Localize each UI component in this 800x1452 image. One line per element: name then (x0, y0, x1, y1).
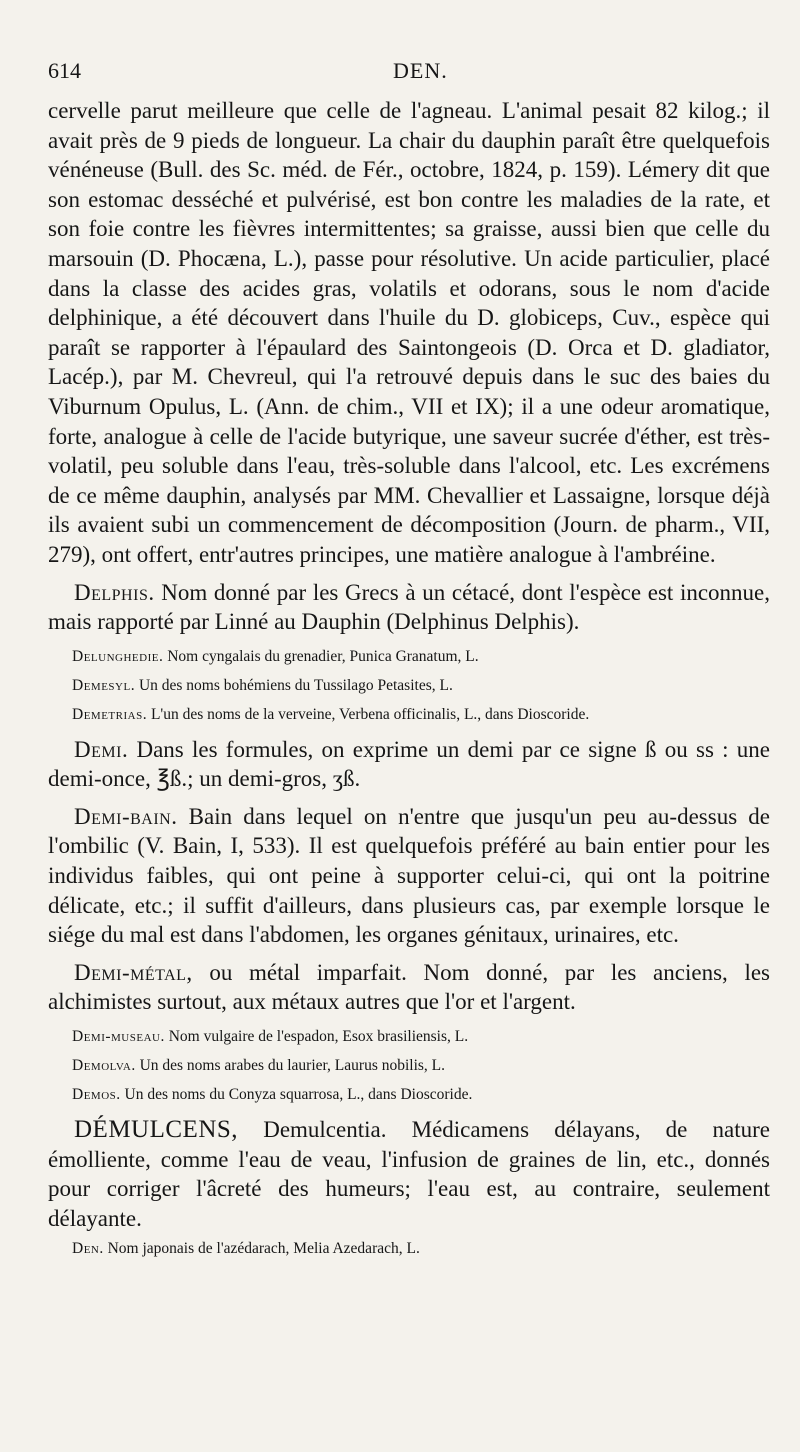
entry-text: Dans les formules, on exprime un demi par ce signe ß ou ss : une demi-once, ℥ß.; un demi-gros, ʒß. (48, 736, 771, 792)
entry-term: Demetrias. (72, 705, 148, 723)
minor-entries-block-2 (48, 1027, 770, 1105)
entry-term: Demesyl. (72, 676, 136, 694)
entry-term: Demi-bain. (74, 803, 178, 829)
entry-text: Nom cyngalais du grenadier, Punica Granatum, L. (167, 647, 479, 665)
entry-term: Demos. (72, 1086, 121, 1104)
entry-demolva (72, 1056, 770, 1076)
page-header (48, 58, 770, 96)
entry-demos (72, 1085, 770, 1105)
entry-text: Bain dans lequel on n'entre que jusqu'un peu au-dessus de l'ombilic (V. Bain, I, 533). Il est quelquefois préféré au bain entier pour les individus faibles, qui ont peine à supporter celui-ci, qui ont la poitrine délicate, etc.; il suffit d'ailleurs, dans plusieurs cas, par exemple lorsque le siége du mal est dans l'abdomen, les organes génitaux, urinaires, etc. (48, 803, 771, 948)
entry-term: Demolva. (72, 1057, 136, 1075)
entry-demesyl (72, 676, 770, 696)
entry-demetrias (72, 705, 770, 725)
entry-term: Delphis. (74, 579, 155, 605)
entry-demulcens (48, 1115, 770, 1233)
entry-den (72, 1239, 770, 1259)
entry-demi (48, 735, 770, 794)
entry-text: L'un des noms de la verveine, Verbena officinalis, L., dans Dioscoride. (150, 705, 590, 723)
entry-term: Demi-museau. (72, 1028, 165, 1046)
entry-text: Nom vulgaire de l'espadon, Esox brasiliensis, L. (168, 1028, 469, 1046)
paragraph-continuation: cervelle parut meilleure que celle de l'agneau. L'animal pesait 82 kilog.; il avait près de 9 pieds de longueur. La chair du dauphin paraît être quelquefois vénéneuse (Bull. des Sc. méd. de Fér., octobre, 1824, p. 159). Lémery dit que son estomac desséché et pulvérisé, est bon contre les maladies de la rate, et son foie contre les fièvres intermittentes; sa graisse, aussi bien que celle du marsouin (D. Phocæna, L.), passe pour résolutive. Un acide particulier, placé dans la classe des acides gras, volatils et odorans, sous le nom d'acide delphinique, a été découvert dans l'huile du D. globiceps, Cuv., espèce qui paraît se rapporter à l'épaulard des Saintongeois (D. Orca et D. gladiator, Lacép.), par M. Chevreul, qui l'a retrouvé depuis dans le suc des baies du Viburnum Opulus, L. (Ann. de chim., VII et IX); il a une odeur aromatique, forte, analogue à celle de l'acide butyrique, une saveur sucrée d'éther, est très-volatil, peu soluble dans l'eau, très-soluble dans l'alcool, etc. Les excrémens de ce même dauphin, analysés par MM. Chevallier et Lassaigne, lorsque déjà ils avaient subi un commencement de décomposition (Journ. de pharm., VII, 279), ont offert, entr'autres principes, une matière analogue à l'ambréine. (48, 98, 770, 567)
entry-demi-bain (48, 802, 770, 950)
entry-delunghedie (72, 647, 770, 667)
entry-term: Demi-métal, (74, 959, 193, 985)
entry-text: Demulcentia. Médicamens délayans, de nature émolliente, comme l'eau de veau, l'infusion de graines de lin, etc., donnés pour corriger l'âcreté des humeurs; l'eau est, au contraire, seulement délayante. (48, 1117, 770, 1231)
running-head: DEN. (393, 58, 448, 83)
entry-text: Un des noms bohémiens du Tussilago Petasites, L. (138, 676, 453, 694)
entry-text: Un des noms du Conyza squarrosa, L., dans Dioscoride. (124, 1086, 473, 1104)
minor-entries-block-1 (48, 647, 770, 725)
entry-term: Demi. (74, 736, 129, 762)
entry-text: Nom donné par les Grecs à un cétacé, dont l'espèce est inconnue, mais rapporté par Linné au Dauphin (Delphinus Delphis). (48, 579, 771, 635)
entry-text: ou métal imparfait. Nom donné, par les anciens, les alchimistes surtout, aux métaux autres que l'or et l'argent. (48, 959, 770, 1015)
entry-text: Un des noms arabes du laurier, Laurus nobilis, L. (139, 1057, 446, 1075)
entry-delphis (48, 578, 770, 637)
entry-term: Den. (72, 1240, 104, 1258)
page-number: 614 (48, 58, 81, 83)
entry-text: Nom japonais de l'azédarach, Melia Azedarach, L. (107, 1240, 420, 1258)
entry-term: DÉMULCENS, (74, 1116, 239, 1144)
entry-term: Delunghedie. (72, 647, 164, 665)
entry-demi-metal (48, 958, 770, 1017)
entry-demi-museau (72, 1027, 770, 1047)
